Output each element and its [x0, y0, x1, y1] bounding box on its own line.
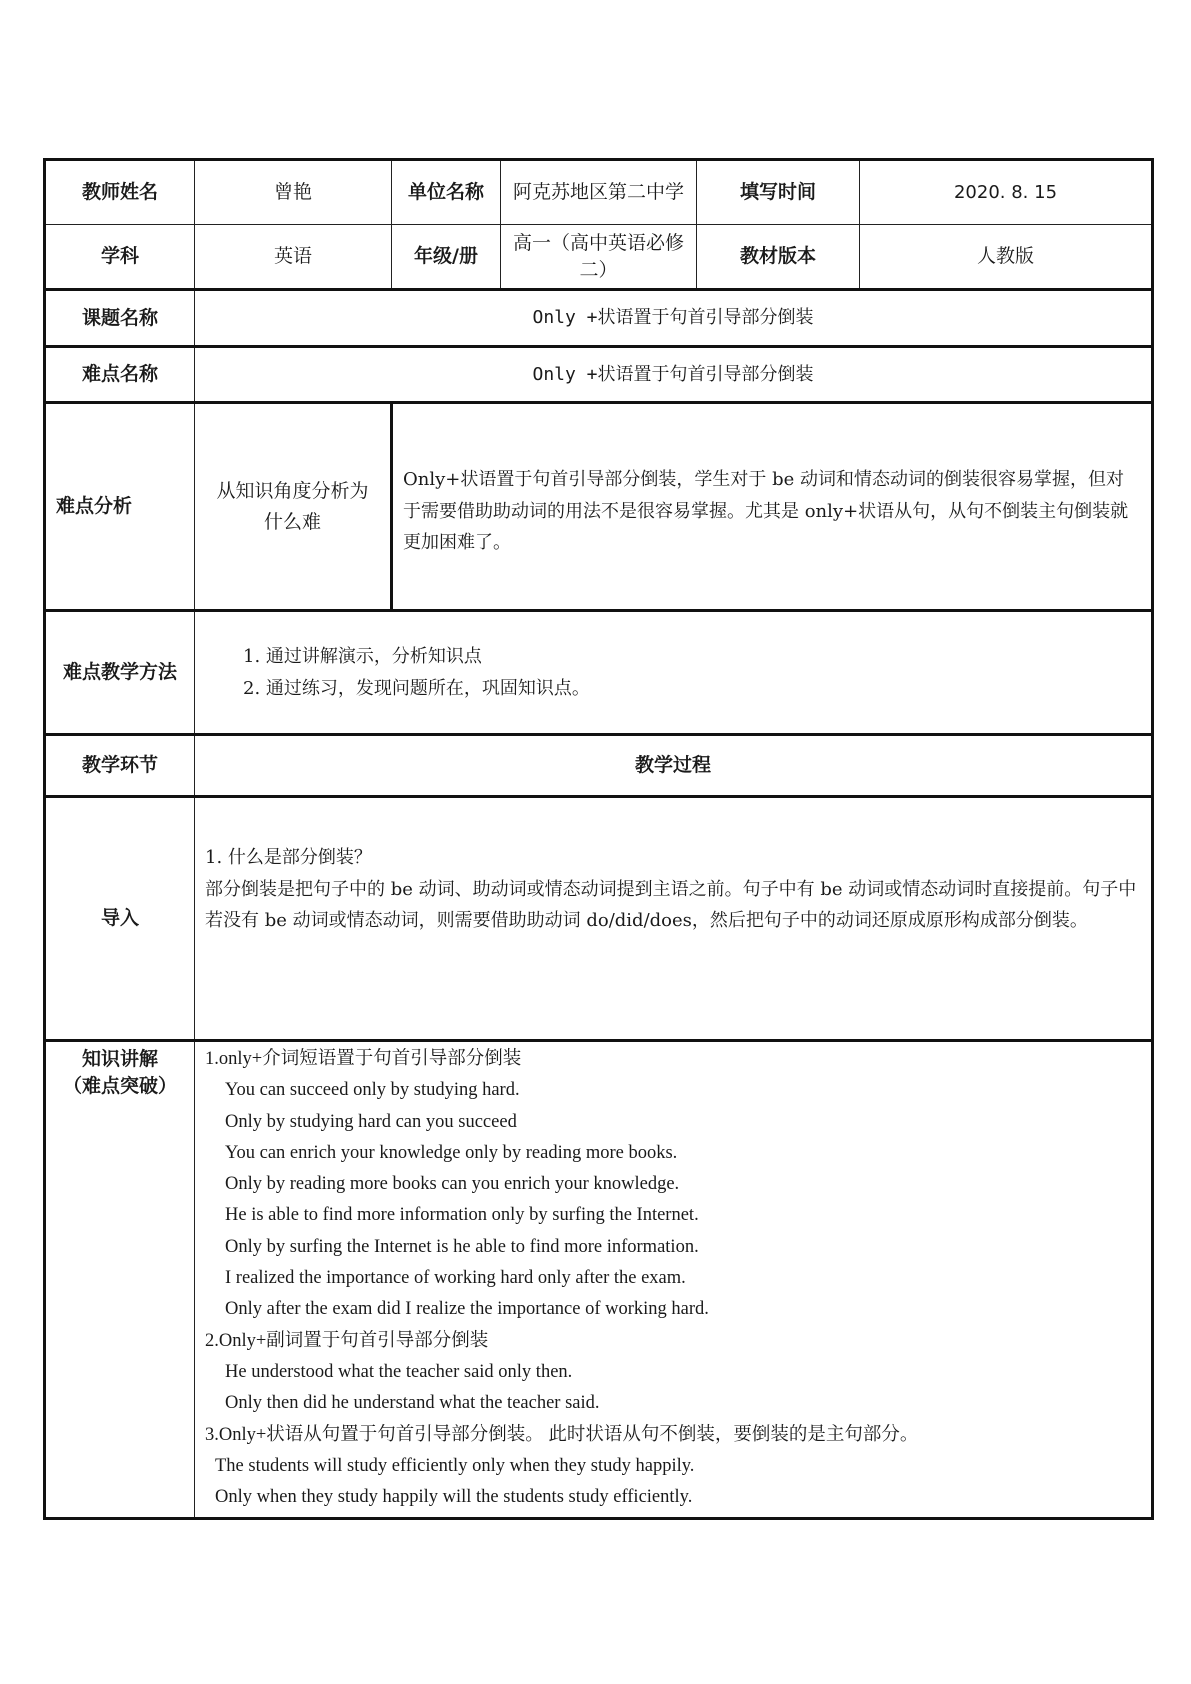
intro-row [45, 797, 1153, 1041]
fill-date-value: 2020. 8. 15 [860, 160, 1153, 225]
intro-text: 部分倒装是把句子中的 be 动词、助动词或情态动词提到主语之前。句子中有 be 动词或情态动词时直接提前。句子中若没有 be 动词或情态动词，则需要借助助动词 do/did/does，然后把句子中的动词还原成原形构成部分倒装。 [205, 878, 1137, 931]
difficulty-label: 难点名称 [45, 347, 195, 403]
textbook-label: 教材版本 [697, 225, 860, 290]
difficulty-row [45, 347, 1153, 403]
unit-name-label: 单位名称 [392, 160, 501, 225]
knowledge-heading-1: 1.only+介词短语置于句首引导部分倒装 [205, 1049, 522, 1069]
knowledge-label-line2: （难点突破） [62, 1074, 177, 1097]
knowledge-example: I realized the importance of working hard only after the exam. [225, 1268, 686, 1289]
knowledge-example: He is able to find more information only by surfing the Internet. [225, 1205, 699, 1226]
subject-value: 英语 [195, 225, 392, 290]
intro-label: 导入 [45, 797, 195, 1041]
intro-content [195, 797, 1153, 1041]
topic-value: Only +状语置于句首引导部分倒装 [195, 290, 1153, 347]
knowledge-example: Only when they study happily will the students study efficiently. [215, 1487, 693, 1508]
knowledge-example: Only after the exam did I realize the importance of working hard. [225, 1299, 709, 1320]
knowledge-example: The students will study efficiently only when they study happily. [215, 1455, 695, 1476]
analysis-row [45, 403, 1153, 611]
process-stage-label: 教学环节 [45, 735, 195, 797]
methods-row [45, 611, 1153, 735]
analysis-label: 难点分析 [45, 403, 195, 611]
unit-name-value: 阿克苏地区第二中学 [501, 160, 697, 225]
topic-label: 课题名称 [45, 290, 195, 347]
teacher-name-label: 教师姓名 [45, 160, 195, 225]
info-row-1 [45, 160, 1153, 225]
process-header-row [45, 735, 1153, 797]
teacher-name-value: 曾艳 [195, 160, 392, 225]
knowledge-example: Only by reading more books can you enrich your knowledge. [225, 1174, 680, 1195]
difficulty-value: Only +状语置于句首引导部分倒装 [195, 347, 1153, 403]
knowledge-example: Only by surfing the Internet is he able to find more information. [225, 1236, 699, 1257]
grade-label: 年级/册 [392, 225, 501, 290]
grade-value: 高一（高中英语必修二） [501, 225, 697, 290]
methods-list [195, 611, 1153, 735]
analysis-text: Only+状语置于句首引导部分倒装，学生对于 be 动词和情态动词的倒装很容易掌握，但对于需要借助助动词的用法不是很容易掌握。尤其是 only+状语从句，从句不倒装主句倒装就更加困难了。 [392, 403, 1153, 611]
subject-label: 学科 [45, 225, 195, 290]
info-row-2 [45, 225, 1153, 290]
fill-date-label: 填写时间 [697, 160, 860, 225]
knowledge-row [45, 1041, 1153, 1519]
knowledge-example: You can succeed only by studying hard. [225, 1080, 520, 1101]
knowledge-label-line1: 知识讲解 [81, 1048, 158, 1070]
textbook-value: 人教版 [860, 225, 1153, 290]
lesson-plan-table [43, 158, 1154, 1520]
knowledge-heading-2: 2.Only+副词置于句首引导部分倒装 [205, 1330, 489, 1351]
lesson-plan-document [43, 158, 1151, 1520]
knowledge-example: Only by studying hard can you succeed [225, 1111, 517, 1132]
knowledge-content [195, 1041, 1153, 1519]
knowledge-heading-3: 3.Only+状语从句置于句首引导部分倒装。 此时状语从句不倒装，要倒装的是主句部分。 [205, 1424, 919, 1445]
process-title: 教学过程 [195, 735, 1153, 797]
knowledge-example: Only then did he understand what the teacher said. [225, 1393, 600, 1414]
knowledge-label [45, 1041, 195, 1519]
intro-question: 1. 什么是部分倒装？ [205, 847, 372, 868]
knowledge-example: You can enrich your knowledge only by reading more books. [225, 1142, 678, 1163]
topic-row [45, 290, 1153, 347]
methods-label: 难点教学方法 [45, 611, 195, 735]
analysis-sub-label: 从知识角度分析为什么难 [195, 403, 392, 611]
methods-item-2: 2. 通过练习，发现问题所在，巩固知识点。 [243, 677, 590, 699]
knowledge-example: He understood what the teacher said only then. [225, 1361, 573, 1382]
methods-item-1: 1. 通过讲解演示，分析知识点 [243, 646, 482, 667]
